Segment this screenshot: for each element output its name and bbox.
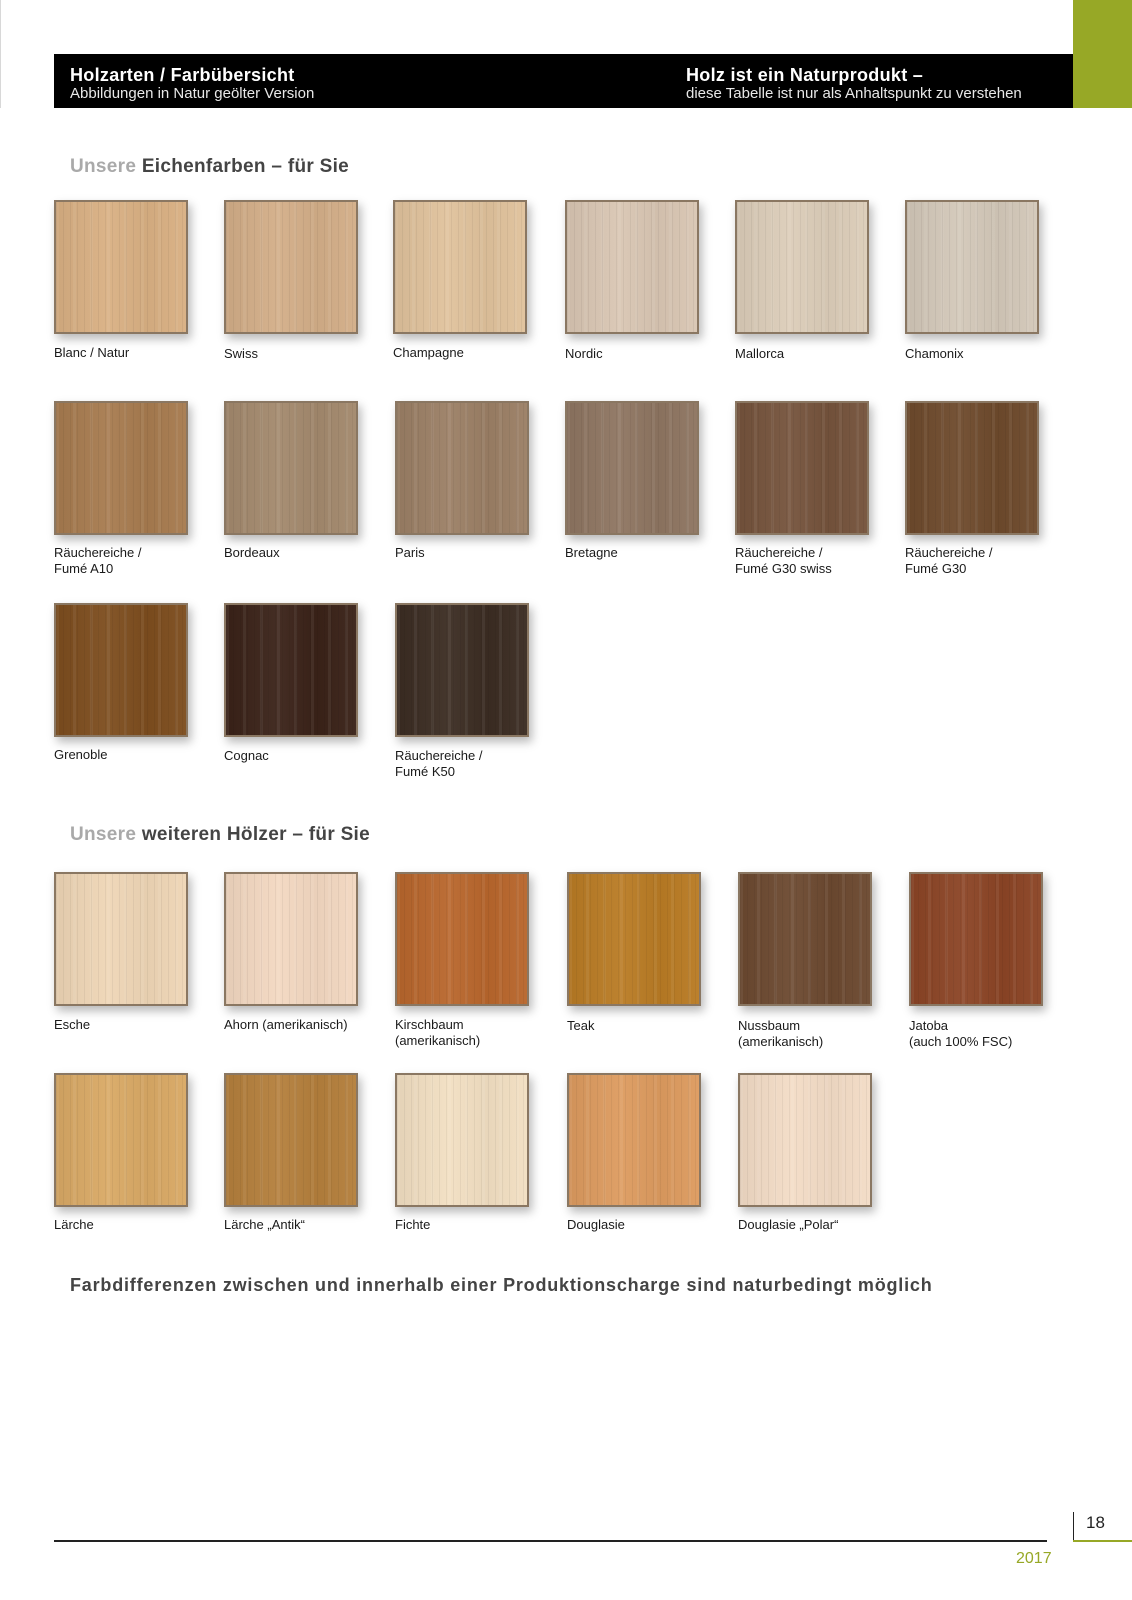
swatch-label: Jatoba (auch 100% FSC)	[909, 1018, 1013, 1049]
wood-swatch-mallorca	[735, 200, 869, 334]
wood-swatch-bordeaux	[224, 401, 358, 535]
footer-note: Farbdifferenzen zwischen und innerhalb einer Produktionscharge sind naturbedingt möglich	[70, 1275, 933, 1295]
wood-swatch-nordic	[565, 200, 699, 334]
header-left-title: Holzarten / Farbübersicht	[70, 65, 295, 85]
section-title-text: weiteren Hölzer – für Sie	[141, 824, 371, 845]
swatch-label: Douglasie	[567, 1217, 625, 1232]
bottom-rule	[54, 1540, 1047, 1542]
wood-swatch-fume-a10	[54, 401, 188, 535]
accent-tab	[1073, 0, 1132, 108]
header-right-subtitle: diese Tabelle ist nur als Anhaltspunkt zu verstehen	[686, 85, 1022, 102]
wood-swatch-bretagne	[565, 401, 699, 535]
swatch-label: Fichte	[395, 1217, 431, 1232]
wood-swatch-jatoba	[909, 872, 1043, 1006]
wood-swatch-fume-g30-swiss	[735, 401, 869, 535]
swatch-label: Räuchereiche / Fumé G30 swiss	[735, 545, 832, 576]
wood-swatch-kirschbaum	[395, 872, 529, 1006]
swatch-label: Paris	[395, 545, 425, 560]
header-left	[70, 66, 314, 102]
wood-swatch-nussbaum	[738, 872, 872, 1006]
swatch-label: Lärche „Antik“	[224, 1217, 305, 1232]
wood-swatch-cognac	[224, 603, 358, 737]
wood-swatch-swiss	[224, 200, 358, 334]
year-label: 2017	[1016, 1550, 1052, 1567]
swatch-label: Teak	[567, 1018, 595, 1033]
swatch-label: Nussbaum (amerikanisch)	[738, 1018, 824, 1049]
wood-swatch-douglasie-polar	[738, 1073, 872, 1207]
swatch-label: Esche	[54, 1017, 91, 1032]
swatch-label: Swiss	[224, 346, 258, 361]
swatch-label: Räuchereiche / Fumé K50	[395, 748, 483, 779]
wood-swatch-esche	[54, 872, 188, 1006]
wood-swatch-fichte	[395, 1073, 529, 1207]
section-title-other	[70, 824, 370, 846]
page-number: 18	[1086, 1513, 1105, 1532]
wood-swatch-teak	[567, 872, 701, 1006]
page-number-tick	[1073, 1512, 1074, 1540]
section-title-text: Eichenfarben – für Sie	[141, 156, 350, 177]
page-header	[54, 54, 1073, 108]
header-right	[686, 66, 1022, 102]
wood-swatch-champagne	[393, 200, 527, 334]
swatch-label: Chamonix	[905, 346, 964, 361]
swatch-label: Ahorn (amerikanisch)	[224, 1017, 348, 1032]
swatch-label: Grenoble	[54, 747, 108, 762]
swatch-label: Douglasie „Polar“	[738, 1217, 839, 1232]
wood-swatch-blanc-natur	[54, 200, 188, 334]
header-right-title: Holz ist ein Naturprodukt –	[686, 65, 924, 85]
wood-swatch-douglasie	[567, 1073, 701, 1207]
header-left-subtitle: Abbildungen in Natur geölter Version	[70, 85, 315, 102]
swatch-label: Mallorca	[735, 346, 785, 361]
section-title-prefix: Unsere	[70, 824, 137, 845]
swatch-label: Bordeaux	[224, 545, 280, 560]
swatch-label: Bretagne	[565, 545, 618, 560]
wood-swatch-fume-k50	[395, 603, 529, 737]
swatch-label: Räuchereiche / Fumé G30	[905, 545, 993, 576]
wood-swatch-laerche	[54, 1073, 188, 1207]
swatch-label: Nordic	[565, 346, 603, 361]
wood-swatch-fume-g30	[905, 401, 1039, 535]
section-title-oak	[70, 156, 349, 178]
wood-swatch-laerche-antik	[224, 1073, 358, 1207]
swatch-label: Räuchereiche / Fumé A10	[54, 545, 142, 576]
swatch-label: Blanc / Natur	[54, 345, 130, 360]
page-number-rule	[1073, 1540, 1132, 1542]
wood-swatch-grenoble	[54, 603, 188, 737]
swatch-label: Kirschbaum (amerikanisch)	[395, 1017, 481, 1048]
section-title-prefix: Unsere	[70, 156, 137, 177]
swatch-label: Lärche	[54, 1217, 94, 1232]
page-edge-line	[0, 0, 1, 108]
wood-swatch-chamonix	[905, 200, 1039, 334]
wood-swatch-ahorn	[224, 872, 358, 1006]
wood-swatch-paris	[395, 401, 529, 535]
swatch-label: Cognac	[224, 748, 269, 763]
swatch-label: Champagne	[393, 345, 464, 360]
